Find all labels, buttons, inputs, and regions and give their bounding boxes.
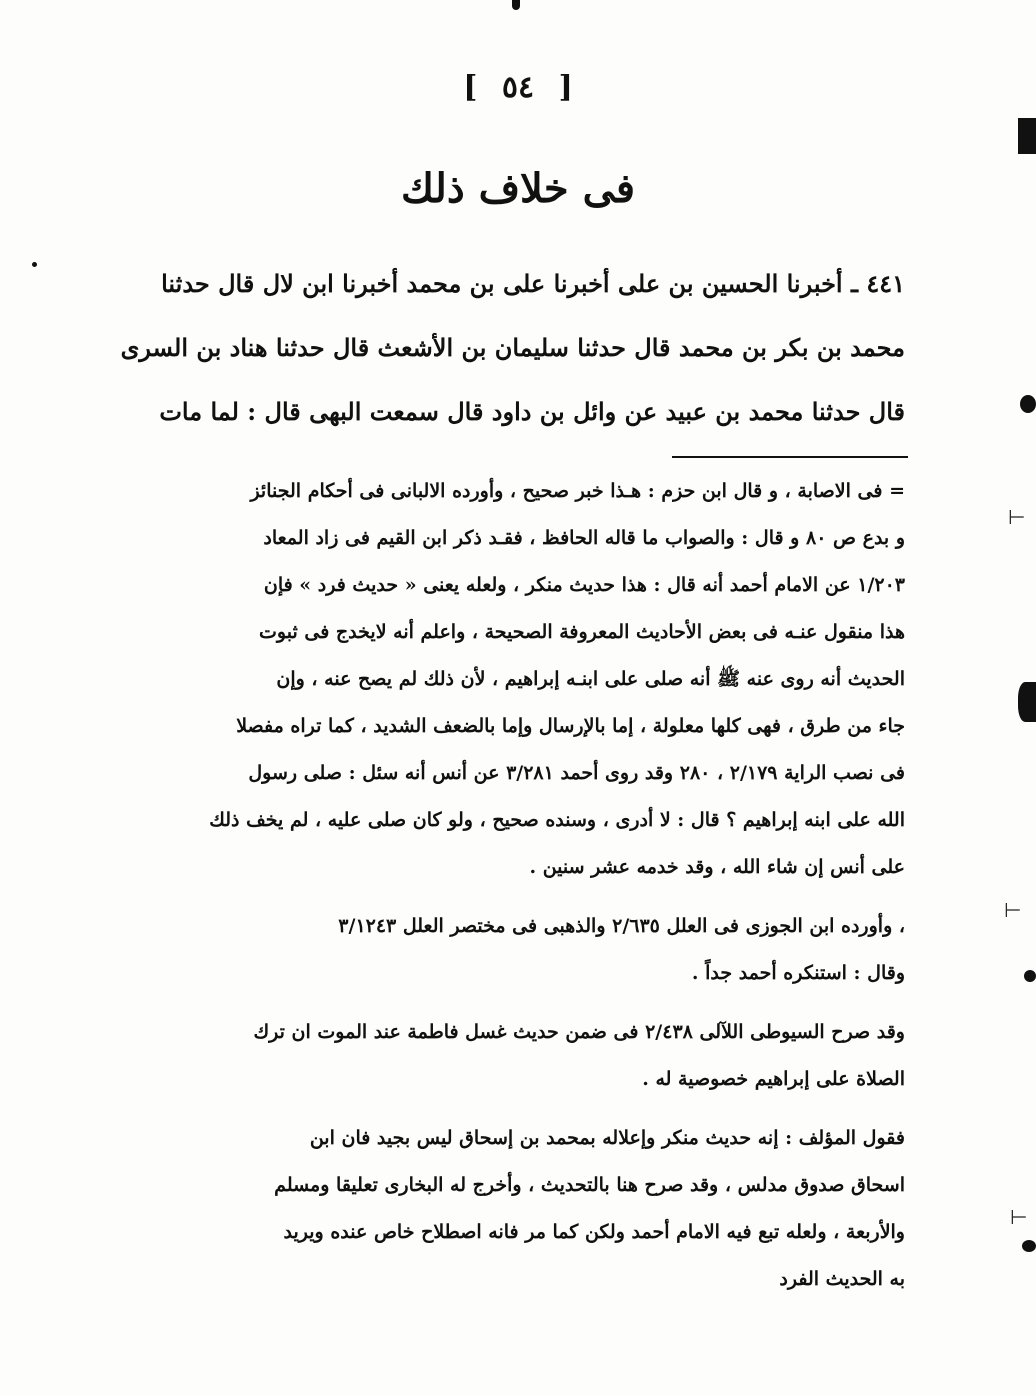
main-text-line: قال حدثنا محمد بن عبيد عن وائل بن داود قال سمعت البهى قال : لما مات [159,397,905,426]
main-text [120,252,905,444]
scan-tick: ⊢ [1010,1205,1028,1229]
paragraph-gap [195,997,905,1009]
footnote-line: ، وأورده ابن الجوزى فى العلل ٢/٦٣٥ والذهبى فى مختصر العلل ٣/١٢٤٣ [338,915,905,937]
footnote-line: والأربعة ، ولعله تبع فيه الامام أحمد ولكن كما مر فانه اصطلاح خاص عنده ويريد [283,1221,905,1243]
bracket-close: ] [463,70,478,105]
footnote-separator [672,456,908,458]
footnote-line: اسحاق صدوق مدلس ، وقد صرح هنا بالتحديث ، وأخرج له البخارى تعليقا ومسلم [274,1174,905,1196]
footnote-line: ١/٢٠٣ عن الامام أحمد أنه قال : هذا حديث منكر ، ولعله يعنى « حديث فرد » فإن [263,574,905,596]
footnote-line: فقول المؤلف : إنه حديث منكر وإعلاله بمحمد بن إسحاق ليس بجيد فان ابن [309,1127,905,1149]
page-number-value: ٥٤ [501,70,535,105]
scan-mark-right [1022,1240,1036,1252]
scan-speck [32,262,37,267]
footnote-line: فى نصب الراية ٢/١٧٩ ، ٢٨٠ وقد روى أحمد ٣/٢٨١ عن أنس أنه سئل : صلى رسول [248,762,905,784]
footnote-line: وقال : استنكره أحمد جداً . [691,962,905,984]
footnote-line: الله على ابنه إبراهيم ؟ قال : لا أدرى ، وسنده صحيح ، ولو كان صلى عليه ، لم يخف ذلك [209,809,905,831]
main-text-line: ٤٤١ ـ أخبرنا الحسين بن على أخبرنا على بن محمد أخبرنا ابن لال قال حدثنا [161,269,905,298]
footnote-line: به الحديث الفرد [779,1268,905,1290]
scan-tick: ⊢ [1004,898,1022,922]
main-text-line: محمد بن بكر بن محمد قال حدثنا سليمان بن الأشعث قال حدثنا هناد بن السرى [120,333,905,362]
footnote-line: الحديث أنه روى عنه ﷺ أنه صلى على ابنـه إبراهيم ، لأن ذلك لم يصح عنه ، وإن [276,668,905,690]
footnote-line: وقد صرح السيوطى اللآلى ٢/٤٣٨ فى ضمن حديث غسل فاطمة عند الموت ان ترك [253,1021,905,1043]
footnote-line: جاء من طرق ، فهى كلها معلولة ، إما بالإرسال وإما بالضعف الشديد ، كما تراه مفصلا [236,715,905,737]
footnotes [195,468,905,1303]
scan-tick: ⊢ [1008,505,1026,529]
bracket-open: [ [558,70,573,105]
footnote-line: على أنس إن شاء الله ، وقد خدمه عشر سنين . [529,856,905,878]
footnote-line: هذا منقول عنـه فى بعض الأحاديث المعروفة الصحيحة ، واعلم أنه لايخدج فى ثبوت [259,621,905,643]
scan-mark-right [1018,682,1036,722]
paragraph-gap [195,891,905,903]
footnote-line: = فى الاصابة ، و قال ابن حزم : هـذا خبر صحيح ، وأورده الالبانى فى أحكام الجنائز [250,480,905,502]
footnote-line: الصلاة على إبراهيم خصوصية له . [642,1068,905,1090]
paragraph-gap [195,1103,905,1115]
page-number [0,70,1036,105]
scan-mark-right [1018,118,1036,154]
footnote-line: و بدع ص ٨٠ و قال : والصواب ما قاله الحافظ ، فقـد ذكر ابن القيم فى زاد المعاد [263,527,905,549]
chapter-title: فى خلاف ذلك [400,165,636,212]
scan-mark-right [1024,970,1036,982]
scan-mark-top [512,0,520,10]
scan-mark-right [1020,395,1036,413]
